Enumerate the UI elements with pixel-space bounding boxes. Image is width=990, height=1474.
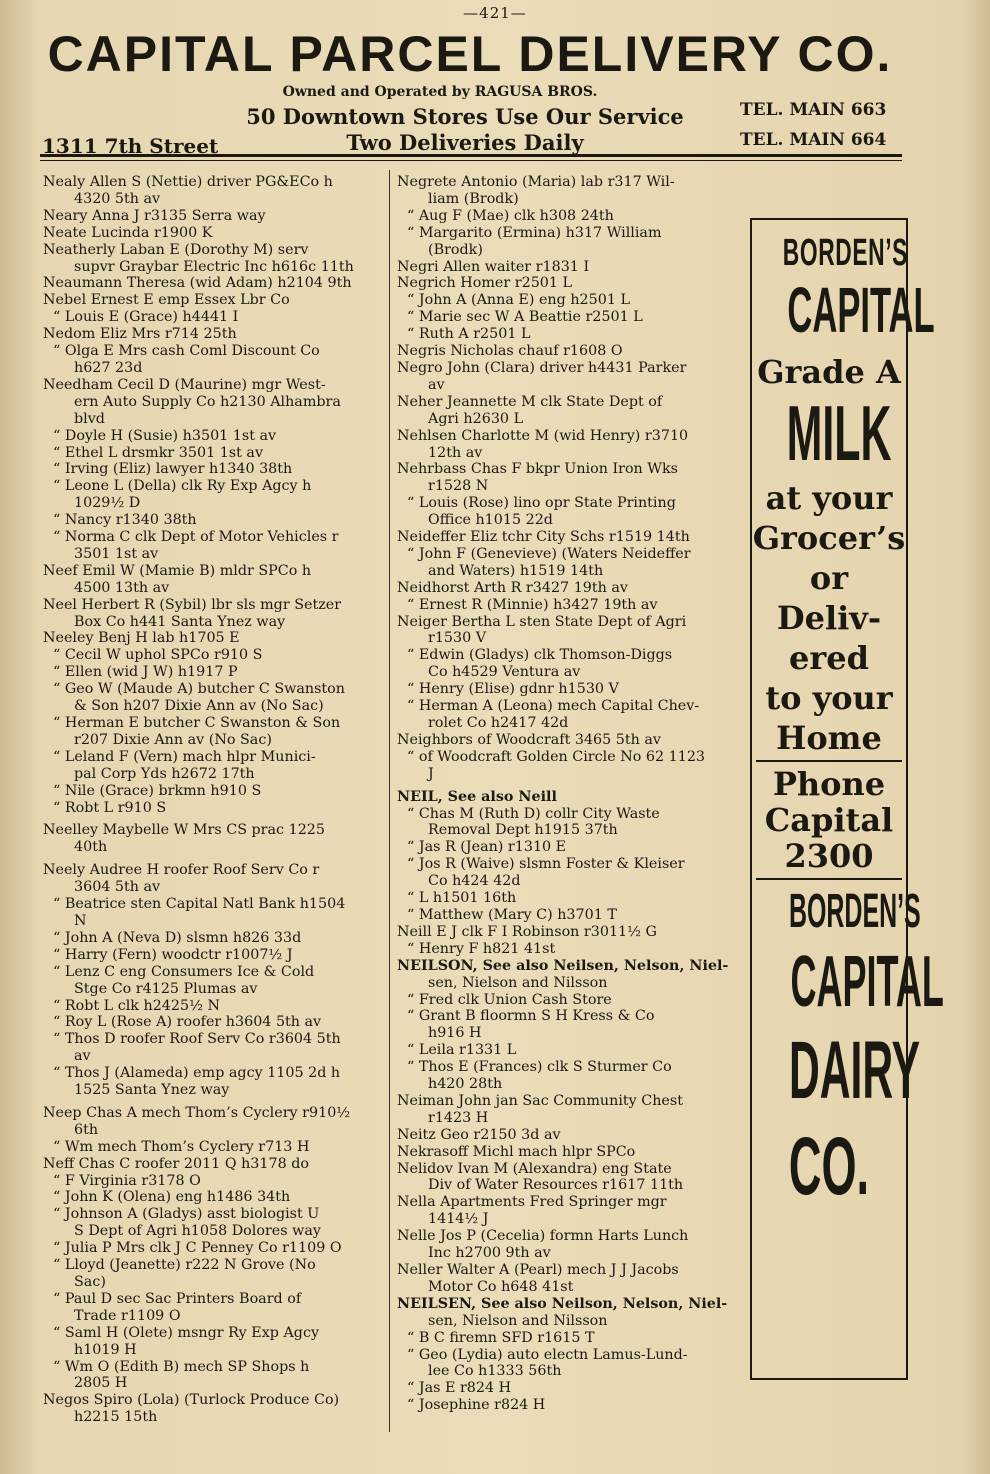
entry-text: “ of Woodcraft Golden Circle No 62 1123 (407, 748, 706, 765)
entry-continuation: 1414½ J (428, 1211, 489, 1228)
ad-line: Deliv- (776, 599, 882, 637)
directory-entry (397, 1144, 749, 1161)
surname-heading (397, 958, 749, 992)
ad-line: ered (789, 639, 869, 677)
entry-text: Neideffer Eliz tchr City Schs r1519 14th (397, 529, 690, 546)
entry-continuation: Sac) (74, 1274, 106, 1290)
directory-entry (397, 1228, 749, 1262)
entry-text: “ Beatrice sten Capital Natl Bank h1504 (53, 896, 346, 913)
entry-text: Nealy Allen S (Nettie) driver PG&ECo h (43, 174, 333, 190)
directory-entry (43, 964, 385, 998)
directory-entry (43, 208, 385, 225)
entry-continuation: Removal Dept h1915 37th (428, 822, 618, 839)
entry-text: Nelle Jos P (Cecelia) formn Harts Lunch (397, 1228, 689, 1245)
entry-continuation: 3604 5th av (74, 879, 161, 896)
entry-text: Nekrasoff Michl mach hlpr SPCo (397, 1143, 636, 1160)
entry-continuation: liam (Brodk) (428, 190, 519, 207)
entry-text: Neller Walter A (Pearl) mech J J Jacobs (397, 1262, 679, 1278)
entry-text: “ Leone L (Della) clk Ry Exp Agcy h (53, 478, 312, 495)
listing-column-right (397, 174, 749, 1414)
entry-text: “ Irving (Eliz) lawyer h1340 38th (53, 461, 293, 478)
telephone-2: TEL. MAIN 664 (740, 130, 887, 150)
directory-entry (43, 1240, 385, 1257)
directory-entry (43, 681, 385, 715)
directory-entry (43, 896, 385, 930)
directory-entry (397, 992, 749, 1009)
entry-text: “ Margarito (Ermina) h317 William (407, 224, 662, 241)
entry-continuation: Co h424 42d (428, 873, 521, 890)
directory-entry (397, 890, 749, 907)
directory-entry (397, 225, 749, 259)
directory-entry (43, 174, 385, 208)
entry-continuation: Stge Co r4125 Plumas av (74, 980, 258, 997)
directory-entry (43, 597, 385, 631)
entry-continuation: r1423 H (428, 1109, 489, 1126)
entry-text: “ Thos J (Alameda) emp agcy 1105 2d h (53, 1065, 341, 1082)
entry-text: Neelley Maybelle W Mrs CS prac 1225 (43, 822, 325, 839)
entry-text: “ Herman A (Leona) mech Capital Chev- (407, 698, 700, 715)
directory-entry (43, 630, 385, 647)
entry-text: Neate Lucinda r1900 K (43, 224, 213, 241)
directory-entry (397, 732, 749, 749)
directory-entry (43, 1105, 385, 1139)
directory-entry (397, 343, 749, 360)
ad-brand-top: BORDEN’S (782, 232, 908, 274)
entry-text: “ Geo (Lydia) auto electn Lamus-Lund- (407, 1346, 688, 1363)
surname-heading (397, 1296, 749, 1330)
directory-entry (397, 806, 749, 840)
directory-entry (43, 1257, 385, 1291)
entry-text: Neaumann Theresa (wid Adam) h2104 9th (43, 275, 352, 292)
entry-text: Neatherly Laban E (Dorothy M) serv (43, 241, 309, 258)
entry-text: “ Jas R (Jean) r1310 E (407, 839, 567, 856)
directory-entry (397, 529, 749, 546)
entry-text: “ Thos D roofer Roof Serv Co r3604 5th (53, 1031, 341, 1048)
entry-continuation: Div of Water Resources r1617 11th (428, 1177, 684, 1194)
entry-text: Negri Allen waiter r1831 I (397, 258, 590, 275)
entry-text: NEILSEN, See also Neilson, Nelson, Niel- (397, 1295, 728, 1312)
telephone-1: TEL. MAIN 663 (740, 100, 887, 120)
column-divider (389, 170, 390, 1432)
entry-continuation: h420 28th (428, 1076, 503, 1093)
directory-entry (43, 1156, 385, 1173)
entry-text: “ Ernest R (Minnie) h3427 19th av (407, 596, 658, 613)
directory-entry (43, 1065, 385, 1099)
directory-entry (397, 1059, 749, 1093)
directory-entry (397, 1347, 749, 1381)
entry-text: “ Harry (Fern) woodctr r1007½ J (53, 946, 293, 963)
ad-dairy: DAIRY (788, 1025, 921, 1116)
directory-entry (397, 309, 749, 326)
entry-text: Nehlsen Charlotte M (wid Henry) r3710 (397, 427, 689, 444)
directory-entry (397, 614, 749, 648)
entry-continuation: av (428, 376, 445, 393)
directory-entry (397, 326, 749, 343)
directory-entry (397, 428, 749, 462)
directory-entry (43, 800, 385, 817)
directory-entry (397, 1397, 749, 1414)
surname-heading (397, 789, 749, 806)
ad-grade: Grade A (757, 353, 901, 391)
entry-continuation: 4320 5th av (74, 190, 161, 207)
entry-text: “ Lenz C eng Consumers Ice & Cold (53, 963, 315, 980)
directory-entry (397, 749, 749, 783)
entry-continuation: sen, Nielson and Nilsson (428, 974, 608, 991)
entry-text: “ John F (Genevieve) (Waters Neideffer (407, 545, 691, 562)
entry-text: “ Norma C clk Dept of Motor Vehicles r (53, 529, 339, 546)
directory-entry (43, 512, 385, 529)
entry-text: Neely Audree H roofer Roof Serv Co r (43, 862, 320, 879)
directory-entry (43, 343, 385, 377)
entry-continuation: Box Co h441 Santa Ynez way (74, 613, 286, 630)
directory-entry (397, 839, 749, 856)
directory-entry (43, 563, 385, 597)
directory-entry (43, 1189, 385, 1206)
page-number: —421— (463, 4, 527, 22)
entry-text: “ Wm O (Edith B) mech SP Shops h (53, 1358, 310, 1375)
entry-text: Nella Apartments Fred Springer mgr (397, 1194, 667, 1211)
entry-text: Nebel Ernest E emp Essex Lbr Co (43, 292, 290, 309)
entry-text: Neeley Benj H lab h1705 E (43, 630, 240, 647)
entry-text: “ John A (Neva D) slsmn h826 33d (53, 929, 302, 946)
entry-text: “ B C firemn SFD r1615 T (407, 1329, 595, 1346)
directory-entry (397, 580, 749, 597)
entry-continuation: 1525 Santa Ynez way (74, 1082, 230, 1099)
entry-text: “ Nile (Grace) brkmn h910 S (53, 782, 262, 799)
directory-entry (397, 394, 749, 428)
entry-continuation: supvr Graybar Electric Inc h616c 11th (74, 258, 354, 275)
entry-continuation: & Son h207 Dixie Ann av (No Sac) (74, 698, 324, 715)
entry-text: Negos Spiro (Lola) (Turlock Produce Co) (43, 1392, 340, 1409)
entry-continuation: rolet Co h2417 42d (428, 715, 569, 731)
entry-continuation: Motor Co h648 41st (428, 1278, 574, 1295)
directory-entry (43, 242, 385, 276)
entry-continuation: pal Corp Yds h2672 17th (74, 765, 255, 782)
entry-text: Neary Anna J r3135 Serra way (43, 207, 266, 224)
entry-text: “ Wm mech Thom’s Cyclery r713 H (53, 1138, 310, 1155)
directory-entry (43, 749, 385, 783)
entry-text: “ Doyle H (Susie) h3501 1st av (53, 427, 277, 444)
entry-text: Negrich Homer r2501 L (397, 275, 573, 292)
directory-entry (397, 681, 749, 698)
entry-text: “ Ruth A r2501 L (407, 326, 531, 343)
entry-text: “ Olga E Mrs cash Coml Discount Co (53, 343, 320, 360)
directory-entry (43, 478, 385, 512)
directory-entry (397, 597, 749, 614)
ad-phone-exchange: Capital (764, 801, 894, 839)
directory-entry (43, 529, 385, 563)
entry-continuation: h627 23d (74, 359, 143, 376)
entry-continuation: h2215 15th (74, 1409, 158, 1426)
entry-text: “ Matthew (Mary C) h3701 T (407, 906, 617, 923)
entry-text: “ Robt L clk h2425½ N (53, 997, 220, 1014)
directory-entry (397, 174, 749, 208)
entry-continuation: J (428, 765, 434, 782)
directory-entry (397, 1161, 749, 1195)
entry-continuation: Co h4529 Ventura av (428, 664, 581, 681)
entry-text: “ Edwin (Gladys) clk Thomson-Diggs (407, 647, 673, 664)
entry-continuation: sen, Nielson and Nilsson (428, 1312, 608, 1329)
ad-line: or (809, 559, 849, 597)
entry-continuation: Trade r1109 O (74, 1307, 181, 1324)
entry-text: Neidhorst Arth R r3427 19th av (397, 579, 628, 596)
directory-entry (43, 292, 385, 309)
directory-entry (397, 907, 749, 924)
directory-entry (397, 1330, 749, 1347)
directory-entry (397, 461, 749, 495)
ad-milk: MILK (786, 389, 892, 477)
entry-continuation: 1029½ D (74, 495, 141, 512)
tagline-stores: 50 Downtown Stores Use Our Service (246, 104, 684, 129)
directory-entry (43, 326, 385, 343)
directory-entry (43, 1031, 385, 1065)
entry-continuation: 4500 13th av (74, 579, 170, 596)
ad-co: CO. (788, 1121, 870, 1212)
entry-continuation: r207 Dixie Ann av (No Sac) (74, 731, 272, 748)
directory-entry (43, 1392, 385, 1426)
entry-text: Neff Chas C roofer 2011 Q h3178 do (43, 1155, 309, 1172)
directory-entry (43, 1139, 385, 1156)
directory-entry (43, 377, 385, 428)
entry-continuation: h916 H (428, 1025, 482, 1042)
entry-text: Needham Cecil D (Maurine) mgr West- (43, 376, 326, 393)
entry-text: Neep Chas A mech Thom’s Cyclery r910½ (43, 1104, 351, 1121)
directory-entry (43, 428, 385, 445)
directory-entry (397, 924, 749, 941)
directory-entry (43, 647, 385, 664)
directory-entry (397, 856, 749, 890)
entry-text: NEILSON, See also Neilsen, Nelson, Niel- (397, 957, 729, 974)
entry-continuation: r1528 N (428, 478, 489, 495)
directory-entry (43, 1206, 385, 1240)
directory-entry (43, 1173, 385, 1190)
directory-entry (397, 1093, 749, 1127)
header-rule (40, 154, 902, 157)
entry-text: “ Nancy r1340 38th (53, 512, 197, 529)
entry-text: Negris Nicholas chauf r1608 O (397, 343, 623, 360)
directory-entry (397, 647, 749, 681)
entry-text: “ Jos R (Waive) slsmn Foster & Kleiser (407, 856, 685, 873)
entry-text: “ John A (Anna E) eng h2501 L (407, 292, 630, 309)
entry-continuation: 12th av (428, 444, 483, 461)
directory-entry (397, 292, 749, 309)
directory-entry (43, 1325, 385, 1359)
entry-text: “ Cecil W uphol SPCo r910 S (53, 647, 263, 664)
company-banner-title: CAPITAL PARCEL DELIVERY CO. (47, 26, 893, 82)
entry-text: “ Leila r1331 L (407, 1042, 517, 1059)
directory-entry (397, 275, 749, 292)
entry-text: “ Roy L (Rose A) roofer h3604 5th av (53, 1014, 322, 1031)
entry-text: “ Louis (Rose) lino opr State Printing (407, 495, 676, 512)
directory-entry (397, 1262, 749, 1296)
entry-text: “ John K (Olena) eng h1486 34th (53, 1189, 291, 1206)
entry-text: “ Louis E (Grace) h4441 I (53, 309, 239, 326)
entry-text: “ F Virginia r3178 O (53, 1172, 201, 1189)
borden-advertisement (750, 218, 944, 1380)
entry-text: “ Johnson A (Gladys) asst biologist U (53, 1206, 320, 1223)
entry-text: “ Julia P Mrs clk J C Penney Co r1109 O (53, 1240, 342, 1257)
directory-entry (397, 1380, 749, 1397)
entry-text: Neitz Geo r2150 3d av (397, 1126, 561, 1143)
ad-divider (756, 760, 902, 762)
entry-text: “ Fred clk Union Cash Store (407, 991, 612, 1008)
entry-text: Neiger Bertha L sten State Dept of Agri (397, 613, 687, 630)
ad-line: to your (765, 679, 893, 717)
listing-column-left (43, 174, 385, 1426)
street-address: 1311 7th Street (42, 134, 219, 158)
entry-text: “ Geo W (Maude A) butcher C Swanston (53, 681, 345, 698)
ad-line: Home (776, 719, 882, 757)
entry-text: “ Henry (Elise) gdnr h1530 V (407, 681, 619, 698)
directory-entry (43, 1291, 385, 1325)
entry-text: “ Chas M (Ruth D) collr City Waste (407, 805, 660, 822)
entry-text: NEIL, See also Neill (397, 788, 557, 805)
tagline-deliveries: Two Deliveries Daily (346, 130, 584, 155)
ad-divider (756, 878, 902, 880)
entry-continuation: blvd (74, 410, 105, 427)
directory-entry (43, 275, 385, 292)
entry-text: “ Jas E r824 H (407, 1380, 512, 1397)
entry-text: Nelidov Ivan M (Alexandra) eng State (397, 1160, 672, 1177)
entry-continuation: S Dept of Agri h1058 Dolores way (74, 1223, 321, 1240)
entry-text: Neher Jeannette M clk State Dept of (397, 393, 663, 410)
directory-entry (397, 1008, 749, 1042)
ad-line: Grocer’s (752, 519, 906, 557)
entry-text: “ Grant B floormn S H Kress & Co (407, 1008, 655, 1025)
directory-entry (43, 664, 385, 681)
entry-text: “ Ethel L drsmkr 3501 1st av (53, 444, 264, 461)
entry-text: “ Marie sec W A Beattie r2501 L (407, 309, 643, 326)
directory-entry (397, 208, 749, 225)
directory-entry (397, 698, 749, 732)
entry-text: “ Aug F (Mae) clk h308 24th (407, 207, 614, 224)
entry-text: Neel Herbert R (Sybil) lbr sls mgr Setzer (43, 596, 342, 613)
entry-continuation: Office h1015 22d (428, 512, 553, 529)
directory-entry (43, 998, 385, 1015)
entry-text: Neiman John jan Sac Community Chest (397, 1092, 683, 1109)
ad-phone-number: 2300 (784, 837, 874, 875)
directory-entry (397, 360, 749, 394)
directory-entry (43, 1359, 385, 1393)
owner-line: Owned and Operated by RAGUSA BROS. (282, 84, 598, 100)
directory-entry (43, 783, 385, 800)
entry-text: Nedom Eliz Mrs r714 25th (43, 326, 237, 343)
entry-text: Neighbors of Woodcraft 3465 5th av (397, 731, 661, 748)
directory-entry (43, 862, 385, 896)
directory-entry (397, 546, 749, 580)
directory-entry (43, 445, 385, 462)
entry-text: Negro John (Clara) driver h4431 Parker (397, 359, 687, 376)
directory-entry (43, 225, 385, 242)
entry-continuation: (Brodk) (428, 241, 483, 258)
ad-brand-bottom: BORDEN’S (788, 885, 921, 938)
entry-continuation: r1530 V (428, 630, 487, 647)
header-rule-thin (40, 160, 902, 161)
entry-text: “ Henry F h821 41st (407, 940, 556, 957)
entry-text: “ Paul D sec Sac Printers Board of (53, 1290, 302, 1307)
directory-entry (43, 309, 385, 326)
entry-continuation: Inc h2700 9th av (428, 1245, 551, 1262)
directory-entry (43, 1014, 385, 1031)
directory-entry (397, 259, 749, 276)
entry-text: “ Josephine r824 H (407, 1397, 546, 1414)
directory-entry (397, 495, 749, 529)
ad-capital-bottom: CAPITAL (790, 942, 944, 1022)
directory-entry (43, 822, 385, 856)
entry-continuation: 40th (74, 839, 108, 856)
entry-text: “ Robt L r910 S (53, 799, 167, 816)
entry-text: Neill E J clk F I Robinson r3011½ G (397, 923, 657, 940)
entry-text: “ Leland F (Vern) mach hlpr Munici- (53, 748, 316, 765)
ad-line: at your (765, 479, 893, 517)
directory-entry (43, 715, 385, 749)
entry-text: “ L h1501 16th (407, 890, 517, 907)
entry-continuation: 2805 H (74, 1375, 128, 1392)
ad-phone-label: Phone (772, 765, 886, 803)
entry-continuation: h1019 H (74, 1341, 137, 1358)
entry-continuation: av (74, 1048, 91, 1065)
entry-continuation: N (74, 912, 87, 929)
entry-continuation: 3501 1st av (74, 545, 159, 562)
entry-text: “ Lloyd (Jeanette) r222 N Grove (No (53, 1257, 316, 1274)
directory-entry (397, 941, 749, 958)
entry-continuation: and Waters) h1519 14th (428, 562, 604, 579)
entry-continuation: ern Auto Supply Co h2130 Alhambra (74, 393, 341, 410)
entry-text: Negrete Antonio (Maria) lab r317 Wil- (397, 174, 675, 190)
directory-entry (43, 947, 385, 964)
entry-text: “ Saml H (Olete) msngr Ry Exp Agcy (53, 1324, 320, 1341)
directory-entry (43, 930, 385, 947)
ad-capital-top: CAPITAL (787, 274, 935, 346)
entry-continuation: Agri h2630 L (428, 410, 524, 427)
directory-entry (397, 1194, 749, 1228)
entry-text: Nehrbass Chas F bkpr Union Iron Wks (397, 461, 678, 478)
directory-entry (397, 1042, 749, 1059)
entry-text: “ Herman E butcher C Swanston & Son (53, 715, 341, 731)
directory-entry (397, 1127, 749, 1144)
entry-text: Neef Emil W (Mamie B) mldr SPCo h (43, 562, 312, 579)
directory-entry (43, 461, 385, 478)
entry-text: “ Thos E (Frances) clk S Sturmer Co (407, 1059, 672, 1076)
entry-continuation: 6th (74, 1121, 99, 1138)
entry-continuation: lee Co h1333 56th (428, 1363, 562, 1380)
entry-text: “ Ellen (wid J W) h1917 P (53, 664, 238, 681)
